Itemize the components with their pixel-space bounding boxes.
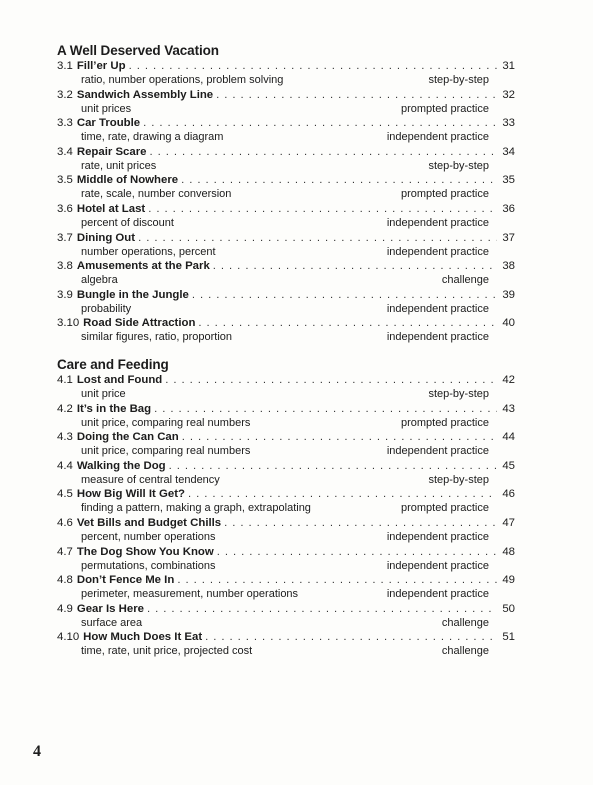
entry-title: Middle of Nowhere — [76, 174, 179, 187]
entry-page: 34 — [502, 145, 515, 158]
entry-number: 3.10 — [57, 317, 80, 330]
entry-number: 3.3 — [57, 117, 73, 130]
entry-details — [57, 501, 515, 515]
toc-entry — [57, 202, 515, 231]
entry-page: 36 — [502, 202, 515, 215]
entry-page: 35 — [502, 174, 515, 187]
entry-line — [57, 602, 515, 616]
toc-entry — [57, 116, 515, 145]
entry-details — [57, 130, 515, 144]
entry-number: 4.1 — [57, 374, 73, 386]
entry-page: 45 — [502, 459, 515, 472]
entry-details — [57, 616, 515, 630]
entry-level: independent practice — [386, 559, 489, 572]
entry-level: independent practice — [386, 530, 489, 543]
entry-details — [57, 187, 515, 201]
entry-skills: rate, scale, number conversion — [81, 188, 232, 201]
entry-skills: time, rate, drawing a diagram — [81, 131, 224, 144]
entry-number: 4.3 — [57, 431, 73, 444]
toc-entry — [57, 59, 515, 88]
entry-page: 33 — [502, 117, 515, 130]
entry-details — [57, 102, 515, 116]
entry-page: 50 — [502, 602, 515, 615]
dot-leader — [147, 602, 497, 616]
entry-page: 31 — [502, 60, 515, 72]
dot-leader — [154, 402, 497, 416]
entry-title: Road Side Attraction — [83, 317, 196, 330]
entry-details — [57, 416, 515, 430]
entry-details — [57, 245, 515, 259]
entry-skills: measure of central tendency — [81, 473, 220, 486]
dot-leader — [217, 545, 497, 559]
entry-level: challenge — [441, 616, 489, 629]
dot-leader — [182, 430, 497, 444]
entry-page: 37 — [502, 231, 515, 244]
dot-leader — [150, 145, 498, 159]
toc-entry — [57, 487, 515, 516]
entry-title: How Much Does It Eat — [83, 631, 203, 644]
dot-leader — [188, 487, 497, 501]
entry-skills: time, rate, unit price, projected cost — [81, 645, 253, 658]
dot-leader — [192, 288, 497, 302]
entry-title: Bungle in the Jungle — [76, 288, 189, 301]
toc-entry — [57, 231, 515, 260]
entry-details — [57, 302, 515, 316]
entry-number: 3.7 — [57, 231, 73, 244]
entry-skills: unit price, comparing real numbers — [81, 445, 251, 458]
entry-page: 48 — [502, 545, 515, 558]
entry-line — [57, 630, 515, 644]
entry-page: 44 — [502, 431, 515, 444]
entry-title: Vet Bills and Budget Chills — [76, 516, 222, 529]
entry-title: Dining Out — [76, 231, 136, 244]
entry-line — [57, 430, 515, 444]
entry-list — [57, 59, 515, 345]
entry-page: 51 — [502, 631, 515, 644]
entry-skills: unit prices — [81, 102, 132, 115]
entry-number: 4.10 — [57, 631, 80, 644]
entry-number: 4.8 — [57, 574, 73, 587]
toc-entry — [57, 316, 515, 345]
entry-level: independent practice — [386, 216, 489, 229]
entry-level: independent practice — [386, 588, 489, 601]
dot-leader — [177, 573, 497, 587]
entry-number: 3.1 — [57, 60, 73, 72]
entry-details — [57, 530, 515, 544]
entry-number: 4.6 — [57, 516, 73, 529]
entry-line — [57, 402, 515, 416]
dot-leader — [129, 59, 497, 73]
entry-level: independent practice — [386, 131, 489, 144]
entry-number: 4.5 — [57, 488, 73, 501]
toc-entry — [57, 173, 515, 202]
entry-line — [57, 116, 515, 130]
entry-page: 46 — [502, 488, 515, 501]
entry-details — [57, 73, 515, 87]
dot-leader — [205, 630, 497, 644]
entry-number: 3.5 — [57, 174, 73, 187]
toc-entry — [57, 630, 515, 659]
entry-skills: percent, number operations — [81, 530, 216, 543]
dot-leader — [198, 316, 497, 330]
toc-entry — [57, 145, 515, 174]
entry-details — [57, 444, 515, 458]
entry-title: Sandwich Assembly Line — [76, 88, 214, 101]
entry-details — [57, 587, 515, 601]
entry-level: step-by-step — [428, 159, 489, 172]
entry-details — [57, 330, 515, 344]
entry-number: 3.4 — [57, 145, 73, 158]
toc-entry — [57, 88, 515, 117]
dot-leader — [165, 373, 497, 387]
entry-number: 3.6 — [57, 202, 73, 215]
entry-level: step-by-step — [428, 388, 489, 400]
entry-line — [57, 373, 515, 387]
dot-leader — [143, 116, 497, 130]
entry-level: step-by-step — [428, 473, 489, 486]
entry-line — [57, 545, 515, 559]
entry-title: Repair Scare — [76, 145, 147, 158]
toc-entry — [57, 259, 515, 288]
entry-title: Walking the Dog — [76, 459, 166, 472]
entry-line — [57, 259, 515, 273]
entry-skills: perimeter, measurement, number operations — [81, 588, 299, 601]
toc-entry — [57, 573, 515, 602]
entry-level: independent practice — [386, 245, 489, 258]
entry-title: Doing the Can Can — [76, 431, 179, 444]
toc-entry — [57, 288, 515, 317]
toc-entry — [57, 602, 515, 631]
entry-details — [57, 473, 515, 487]
dot-leader — [213, 259, 497, 273]
entry-number: 4.7 — [57, 545, 73, 558]
entry-line — [57, 516, 515, 530]
entry-level: independent practice — [386, 302, 489, 315]
toc-entry — [57, 430, 515, 459]
entry-skills: finding a pattern, making a graph, extrapolating — [81, 502, 311, 515]
entry-skills: ratio, number operations, problem solving — [81, 74, 284, 86]
dot-leader — [138, 231, 497, 245]
entry-details — [57, 159, 515, 173]
entry-line — [57, 202, 515, 216]
entry-skills: surface area — [81, 616, 143, 629]
entry-level: challenge — [441, 274, 489, 287]
entry-line — [57, 59, 515, 73]
entry-page: 39 — [502, 288, 515, 301]
entry-level: challenge — [441, 645, 489, 658]
entry-number: 3.2 — [57, 88, 73, 101]
entry-skills: probability — [81, 302, 132, 315]
toc-entry — [57, 545, 515, 574]
toc-section-vacation — [57, 42, 515, 345]
entry-details — [57, 644, 515, 658]
entry-list — [57, 373, 515, 659]
entry-page: 32 — [502, 88, 515, 101]
entry-level: prompted practice — [400, 502, 489, 515]
entry-number: 3.8 — [57, 260, 73, 273]
section-title: Care and Feeding — [57, 357, 169, 372]
entry-page: 38 — [502, 260, 515, 273]
entry-line — [57, 173, 515, 187]
entry-level: step-by-step — [428, 74, 489, 86]
entry-page: 40 — [502, 317, 515, 330]
entry-skills: unit price, comparing real numbers — [81, 416, 251, 429]
entry-number: 3.9 — [57, 288, 73, 301]
toc-entry — [57, 516, 515, 545]
dot-leader — [224, 516, 497, 530]
entry-skills: similar figures, ratio, proportion — [81, 331, 233, 344]
entry-skills: number operations, percent — [81, 245, 216, 258]
entry-level: prompted practice — [400, 188, 489, 201]
entry-page: 42 — [502, 374, 515, 386]
entry-level: independent practice — [386, 331, 489, 344]
entry-line — [57, 487, 515, 501]
entry-page: 47 — [502, 516, 515, 529]
entry-title: Lost and Found — [76, 374, 163, 386]
entry-line — [57, 288, 515, 302]
entry-title: It’s in the Bag — [76, 402, 152, 415]
entry-title: The Dog Show You Know — [76, 545, 214, 558]
dot-leader — [148, 202, 497, 216]
entry-title: How Big Will It Get? — [76, 488, 185, 501]
entry-skills: percent of discount — [81, 216, 174, 229]
toc-entry — [57, 459, 515, 488]
entry-page: 43 — [502, 402, 515, 415]
entry-line — [57, 145, 515, 159]
entry-number: 4.2 — [57, 402, 73, 415]
entry-line — [57, 573, 515, 587]
entry-skills: unit price — [81, 388, 126, 400]
entry-skills: permutations, combinations — [81, 559, 216, 572]
entry-level: independent practice — [386, 445, 489, 458]
entry-number: 4.4 — [57, 459, 73, 472]
page-number: 4 — [33, 743, 41, 760]
entry-skills: rate, unit prices — [81, 159, 157, 172]
entry-title: Fill’er Up — [76, 60, 126, 72]
section-title: A Well Deserved Vacation — [57, 43, 219, 58]
toc-section-care-and-feeding — [57, 356, 515, 659]
entry-title: Hotel at Last — [76, 202, 146, 215]
dot-leader — [169, 459, 497, 473]
toc-entry — [57, 373, 515, 402]
entry-title: Amusements at the Park — [76, 260, 210, 273]
entry-title: Car Trouble — [76, 117, 141, 130]
dot-leader — [181, 173, 497, 187]
entry-line — [57, 316, 515, 330]
entry-level: prompted practice — [400, 416, 489, 429]
entry-line — [57, 459, 515, 473]
entry-details — [57, 559, 515, 573]
entry-details — [57, 273, 515, 287]
dot-leader — [216, 88, 497, 102]
entry-page: 49 — [502, 574, 515, 587]
entry-details — [57, 387, 515, 401]
entry-level: prompted practice — [400, 102, 489, 115]
entry-skills: algebra — [81, 274, 118, 287]
entry-title: Don’t Fence Me In — [76, 574, 175, 587]
entry-line — [57, 88, 515, 102]
entry-number: 4.9 — [57, 602, 73, 615]
entry-line — [57, 231, 515, 245]
toc-entry — [57, 402, 515, 431]
entry-title: Gear Is Here — [76, 602, 144, 615]
entry-details — [57, 216, 515, 230]
